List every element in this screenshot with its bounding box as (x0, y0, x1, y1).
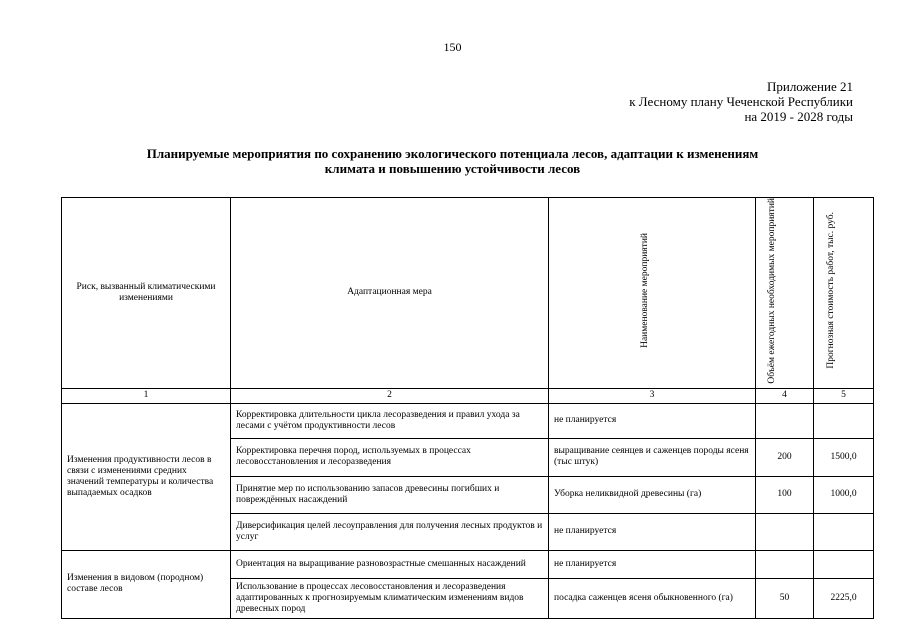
cost-cell (814, 403, 874, 438)
page-number: 150 (443, 40, 462, 54)
table-row (62, 550, 874, 578)
measure-cell: Использование в процессах лесовосстановления и лесоразведения адаптированных к прогнозируемым климатическим изменениям видов древесных пород (231, 578, 549, 618)
measures-table (61, 197, 874, 619)
volume-cell (756, 550, 814, 578)
name-cell: посадка саженцев ясеня обыкновенного (га) (549, 578, 756, 618)
measure-cell: Принятие мер по использованию запасов древесины погибших и повреждённых насаждений (231, 476, 549, 513)
header-volume-cell (756, 198, 814, 389)
cost-cell: 1500,0 (814, 438, 874, 476)
column-number: 3 (549, 388, 756, 403)
table-row (62, 403, 874, 438)
title-line-1: Планируемые мероприятия по сохранению экологического потенциала лесов, адаптации к изменениям (146, 146, 759, 161)
table-header-row (62, 198, 874, 389)
appendix-note (629, 79, 853, 124)
volume-cell: 50 (756, 578, 814, 618)
measure-cell: Корректировка перечня пород, используемых в процессах лесовосстановления и лесоразведения (231, 438, 549, 476)
header-name-cell (549, 198, 756, 389)
risk-cell: Изменения продуктивности лесов в связи с изменениями средних значений температуры и количества выпадаемых осадков (62, 403, 231, 550)
column-number: 2 (231, 388, 549, 403)
header-name: Наименование мероприятий (640, 233, 650, 349)
header-risk: Риск, вызванный климатическими изменениями (62, 198, 231, 389)
appendix-line-1: Приложение 21 (766, 79, 853, 94)
name-cell: Уборка неликвидной древесины (га) (549, 476, 756, 513)
appendix-line-3: на 2019 - 2028 годы (744, 109, 853, 124)
volume-cell: 100 (756, 476, 814, 513)
header-cost: Прогнозная стоимость работ, тыс. руб. (825, 212, 836, 370)
column-number: 4 (756, 388, 814, 403)
cost-cell: 2225,0 (814, 578, 874, 618)
volume-cell (756, 403, 814, 438)
measure-cell: Ориентация на выращивание разновозрастные смешанных насаждений (231, 550, 549, 578)
volume-cell (756, 513, 814, 550)
column-number: 1 (62, 388, 231, 403)
name-cell: выращивание сеянцев и саженцев породы ясеня (тыс штук) (549, 438, 756, 476)
column-number: 5 (814, 388, 874, 403)
measure-cell: Корректировка длительности цикла лесоразведения и правил ухода за лесами с учётом продуктивности лесов (231, 403, 549, 438)
measure-cell: Диверсификация целей лесоуправления для получения лесных продуктов и услуг (231, 513, 549, 550)
appendix-line-2: к Лесному плану Чеченской Республики (629, 94, 853, 109)
header-volume: Объём ежегодных необходимых мероприятий (766, 198, 777, 384)
cost-cell (814, 550, 874, 578)
risk-cell: Изменения в видовом (породном) составе лесов (62, 550, 231, 618)
column-number-row (62, 388, 874, 403)
name-cell: не планируется (549, 403, 756, 438)
header-cost-cell (814, 198, 874, 389)
document-title (60, 146, 845, 176)
title-line-2: климата и повышению устойчивости лесов (324, 161, 581, 176)
header-measure: Адаптационная мера (231, 198, 549, 389)
cost-cell: 1000,0 (814, 476, 874, 513)
volume-cell: 200 (756, 438, 814, 476)
name-cell: не планируется (549, 513, 756, 550)
name-cell: не планируется (549, 550, 756, 578)
cost-cell (814, 513, 874, 550)
